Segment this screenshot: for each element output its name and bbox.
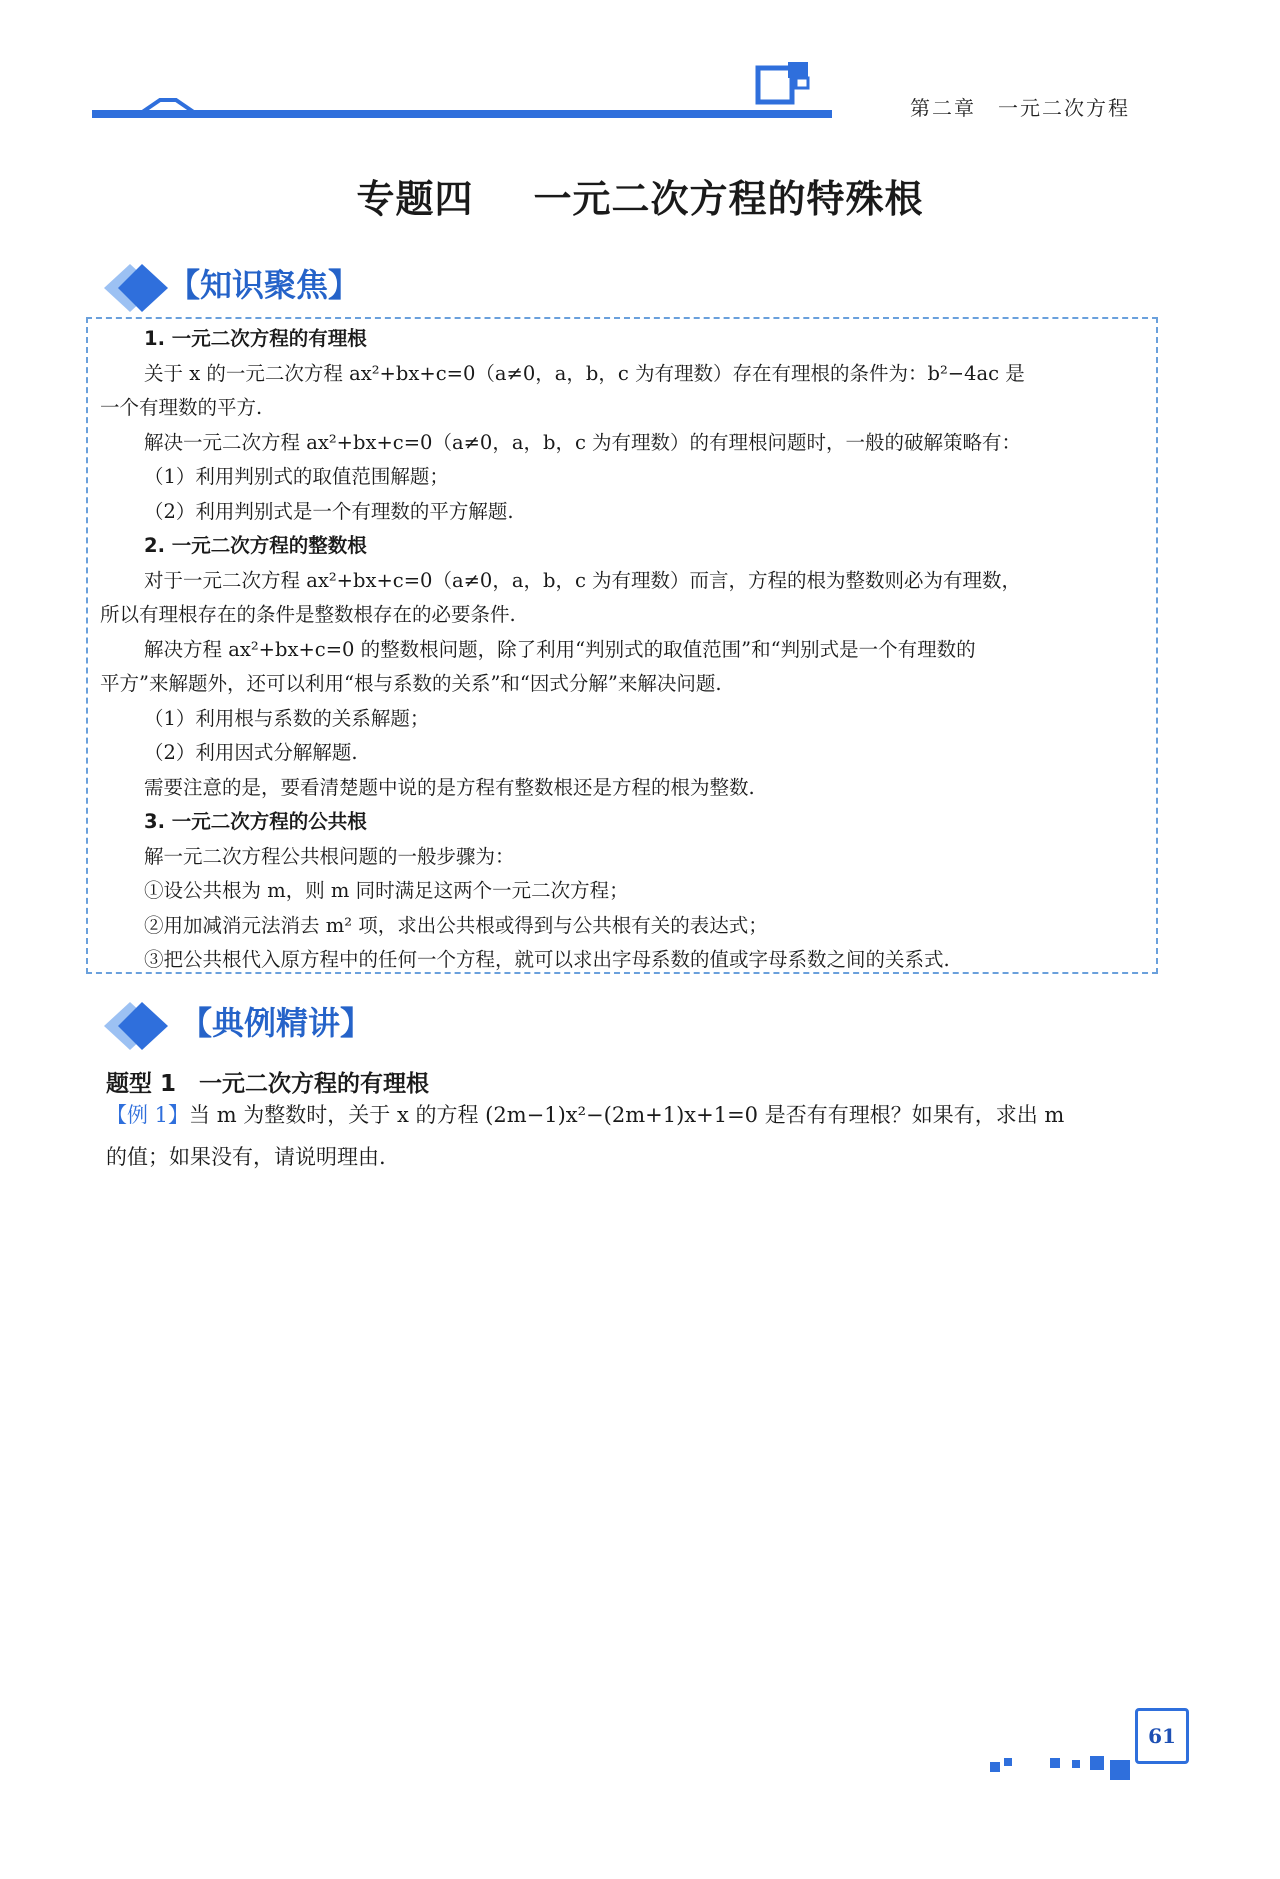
knowledge-paragraph: 所以有理根存在的条件是整数根存在的必要条件. bbox=[100, 603, 516, 626]
knowledge-heading-2: 2. 一元二次方程的整数根 bbox=[144, 534, 367, 557]
knowledge-content bbox=[100, 322, 1150, 978]
example-text: 的值；如果没有，请说明理由. bbox=[106, 1145, 386, 1169]
knowledge-paragraph: 一个有理数的平方. bbox=[100, 396, 263, 419]
knowledge-paragraph: 关于 x 的一元二次方程 ax²+bx+c=0（a≠0，a，b，c 为有理数）存在有理根的条件为：b²−4ac 是 bbox=[144, 361, 1025, 385]
header-rule bbox=[92, 110, 832, 118]
type-title: 题型 1 一元二次方程的有理根 bbox=[106, 1071, 430, 1097]
chapter-header: 第二章 一元二次方程 bbox=[910, 96, 1130, 120]
knowledge-paragraph: 平方”来解题外，还可以利用“根与系数的关系”和“因式分解”来解决问题. bbox=[100, 672, 722, 695]
title-part1: 专题四 bbox=[356, 177, 474, 221]
knowledge-heading-3: 3. 一元二次方程的公共根 bbox=[144, 810, 367, 833]
knowledge-paragraph: 解决方程 ax²+bx+c=0 的整数根问题，除了利用“判别式的取值范围”和“判别式是一个有理数的 bbox=[144, 637, 976, 661]
knowledge-paragraph: 解一元二次方程公共根问题的一般步骤为： bbox=[144, 844, 515, 868]
page-number: 61 bbox=[1135, 1708, 1189, 1764]
section-heading-examples: 【典例精讲】 bbox=[180, 1004, 373, 1042]
example-text: 当 m 为整数时，关于 x 的方程 (2m−1)x²−(2m+1)x+1=0 是否有有理根？如果有，求出 m bbox=[189, 1103, 1065, 1127]
footer-decoration bbox=[990, 1750, 1140, 1780]
knowledge-paragraph: 需要注意的是，要看清楚题中说的是方程有整数根还是方程的根为整数. bbox=[144, 775, 755, 799]
example-1 bbox=[106, 1094, 1156, 1178]
knowledge-paragraph: ③把公共根代入原方程中的任何一个方程，就可以求出字母系数的值或字母系数之间的关系式. bbox=[144, 948, 950, 971]
knowledge-paragraph: ②用加减消元法消去 m² 项，求出公共根或得到与公共根有关的表达式； bbox=[144, 913, 768, 937]
title-part2: 一元二次方程的特殊根 bbox=[533, 177, 924, 221]
knowledge-paragraph: 对于一元二次方程 ax²+bx+c=0（a≠0，a，b，c 为有理数）而言，方程的根为整数则必为有理数， bbox=[144, 568, 1022, 592]
knowledge-heading-1: 1. 一元二次方程的有理根 bbox=[144, 327, 367, 350]
knowledge-paragraph: （2）利用因式分解解题. bbox=[144, 741, 358, 764]
example-tag: 【例 1】 bbox=[106, 1103, 190, 1127]
page-title bbox=[0, 168, 1280, 223]
knowledge-paragraph: ①设公共根为 m，则 m 同时满足这两个一元二次方程； bbox=[144, 879, 629, 902]
knowledge-paragraph: （1）利用判别式的取值范围解题； bbox=[144, 465, 449, 488]
diamond-icon bbox=[96, 258, 176, 318]
knowledge-paragraph: 解决一元二次方程 ax²+bx+c=0（a≠0，a，b，c 为有理数）的有理根问题时，一般的破解策略有： bbox=[144, 430, 1022, 454]
knowledge-paragraph: （1）利用根与系数的关系解题； bbox=[144, 706, 430, 730]
diamond-icon bbox=[96, 996, 176, 1056]
knowledge-paragraph: （2）利用判别式是一个有理数的平方解题. bbox=[144, 499, 514, 523]
section-heading-knowledge: 【知识聚焦】 bbox=[168, 266, 361, 304]
header-decoration bbox=[88, 60, 848, 130]
